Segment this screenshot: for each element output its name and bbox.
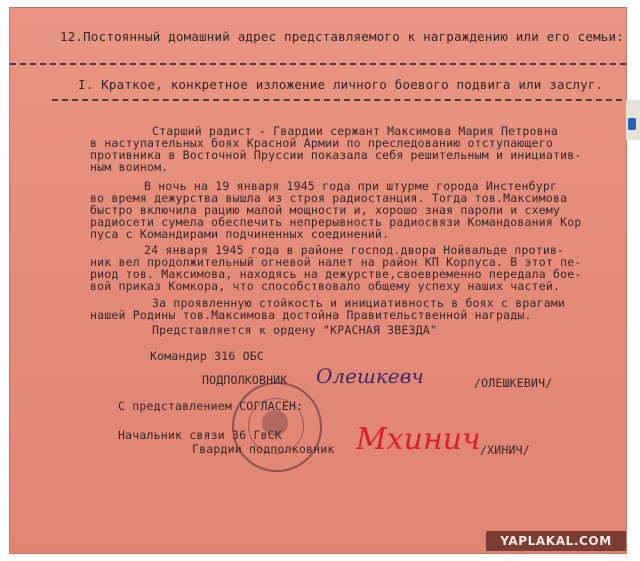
commander-rank: ПОДПОЛКОВНИК [202,373,288,387]
watermark: YAPLAKAL.COM [486,531,626,551]
body-line: быстро включила рацию малой мощности и, хорошо зная пароли и схему [90,203,561,217]
document-page [10,8,626,553]
commander-signature: Олешкевч [316,364,424,388]
body-line: в наступательных боях Красной Армии по преследованию отступающего [90,136,554,150]
body-line: пуса с Командирами подчиненных соединений. [90,227,390,241]
body-line: нашей Родины тов.Максимова достойна Правительственной награды. [90,308,532,322]
chief-name: /ХИНИЧ/ [480,443,530,457]
body-line: риод тов. Максимова, находясь на дежурстве,своевременно передала бое- [90,267,582,281]
body-line: Представляется к ордену "КРАСНАЯ ЗВЕЗДА" [152,323,437,337]
item-1-heading: I. Краткое, конкретное изложение личного боевого подвига или заслуг. [78,77,604,92]
body-line: вой приказ Комкора, что способствовало общему успеху наших частей. [90,279,561,293]
body-line: 24 января 1945 года в районе господ.двора Нойвальде против- [144,243,565,257]
commander-name: /ОЛЕШКЕВИЧ/ [474,376,553,390]
chief-signature: Мхинич [356,422,481,457]
dashed-rule [52,99,622,101]
agreement-text: С представлением СОГЛАСЕН: [118,399,304,413]
body-line: радиосети сумела обеспечить непрерывность радиосвязи Командования Кор [90,215,582,229]
body-line: За проявленную стойкость и инициативность в боях с врагами [152,296,566,310]
chief-rank: Гвардии подполковник [192,442,335,456]
body-line: во время дежурства вышла из строя радиостанция. Тогда тов.Максимова [90,191,568,205]
body-line: ник вел продолжительный огневой налет на район КП Корпуса. В этот пе- [90,255,582,269]
bookmark-icon [628,118,636,130]
side-tab [626,100,640,140]
body-line: Старший радист - Гвардии сержант Максимова Мария Петровна [152,124,559,138]
official-seal-stamp [232,382,322,472]
dashed-rule [10,63,626,65]
item-12-heading: 12.Постоянный домашний адрес представляемого к награждению или его семьи: [60,29,624,44]
emblem-icon [262,410,288,436]
body-line: противника в Восточной Пруссии показала себя решительным и инициатив- [90,148,582,162]
body-line: ным воином. [90,160,169,174]
chief-title: Начальник связи 36 ГвСК [118,428,282,442]
commander-title: Командир 316 ОБС [150,349,264,363]
body-line: В ночь на 19 января 1945 года при штурме города Инстенбург [144,179,558,193]
